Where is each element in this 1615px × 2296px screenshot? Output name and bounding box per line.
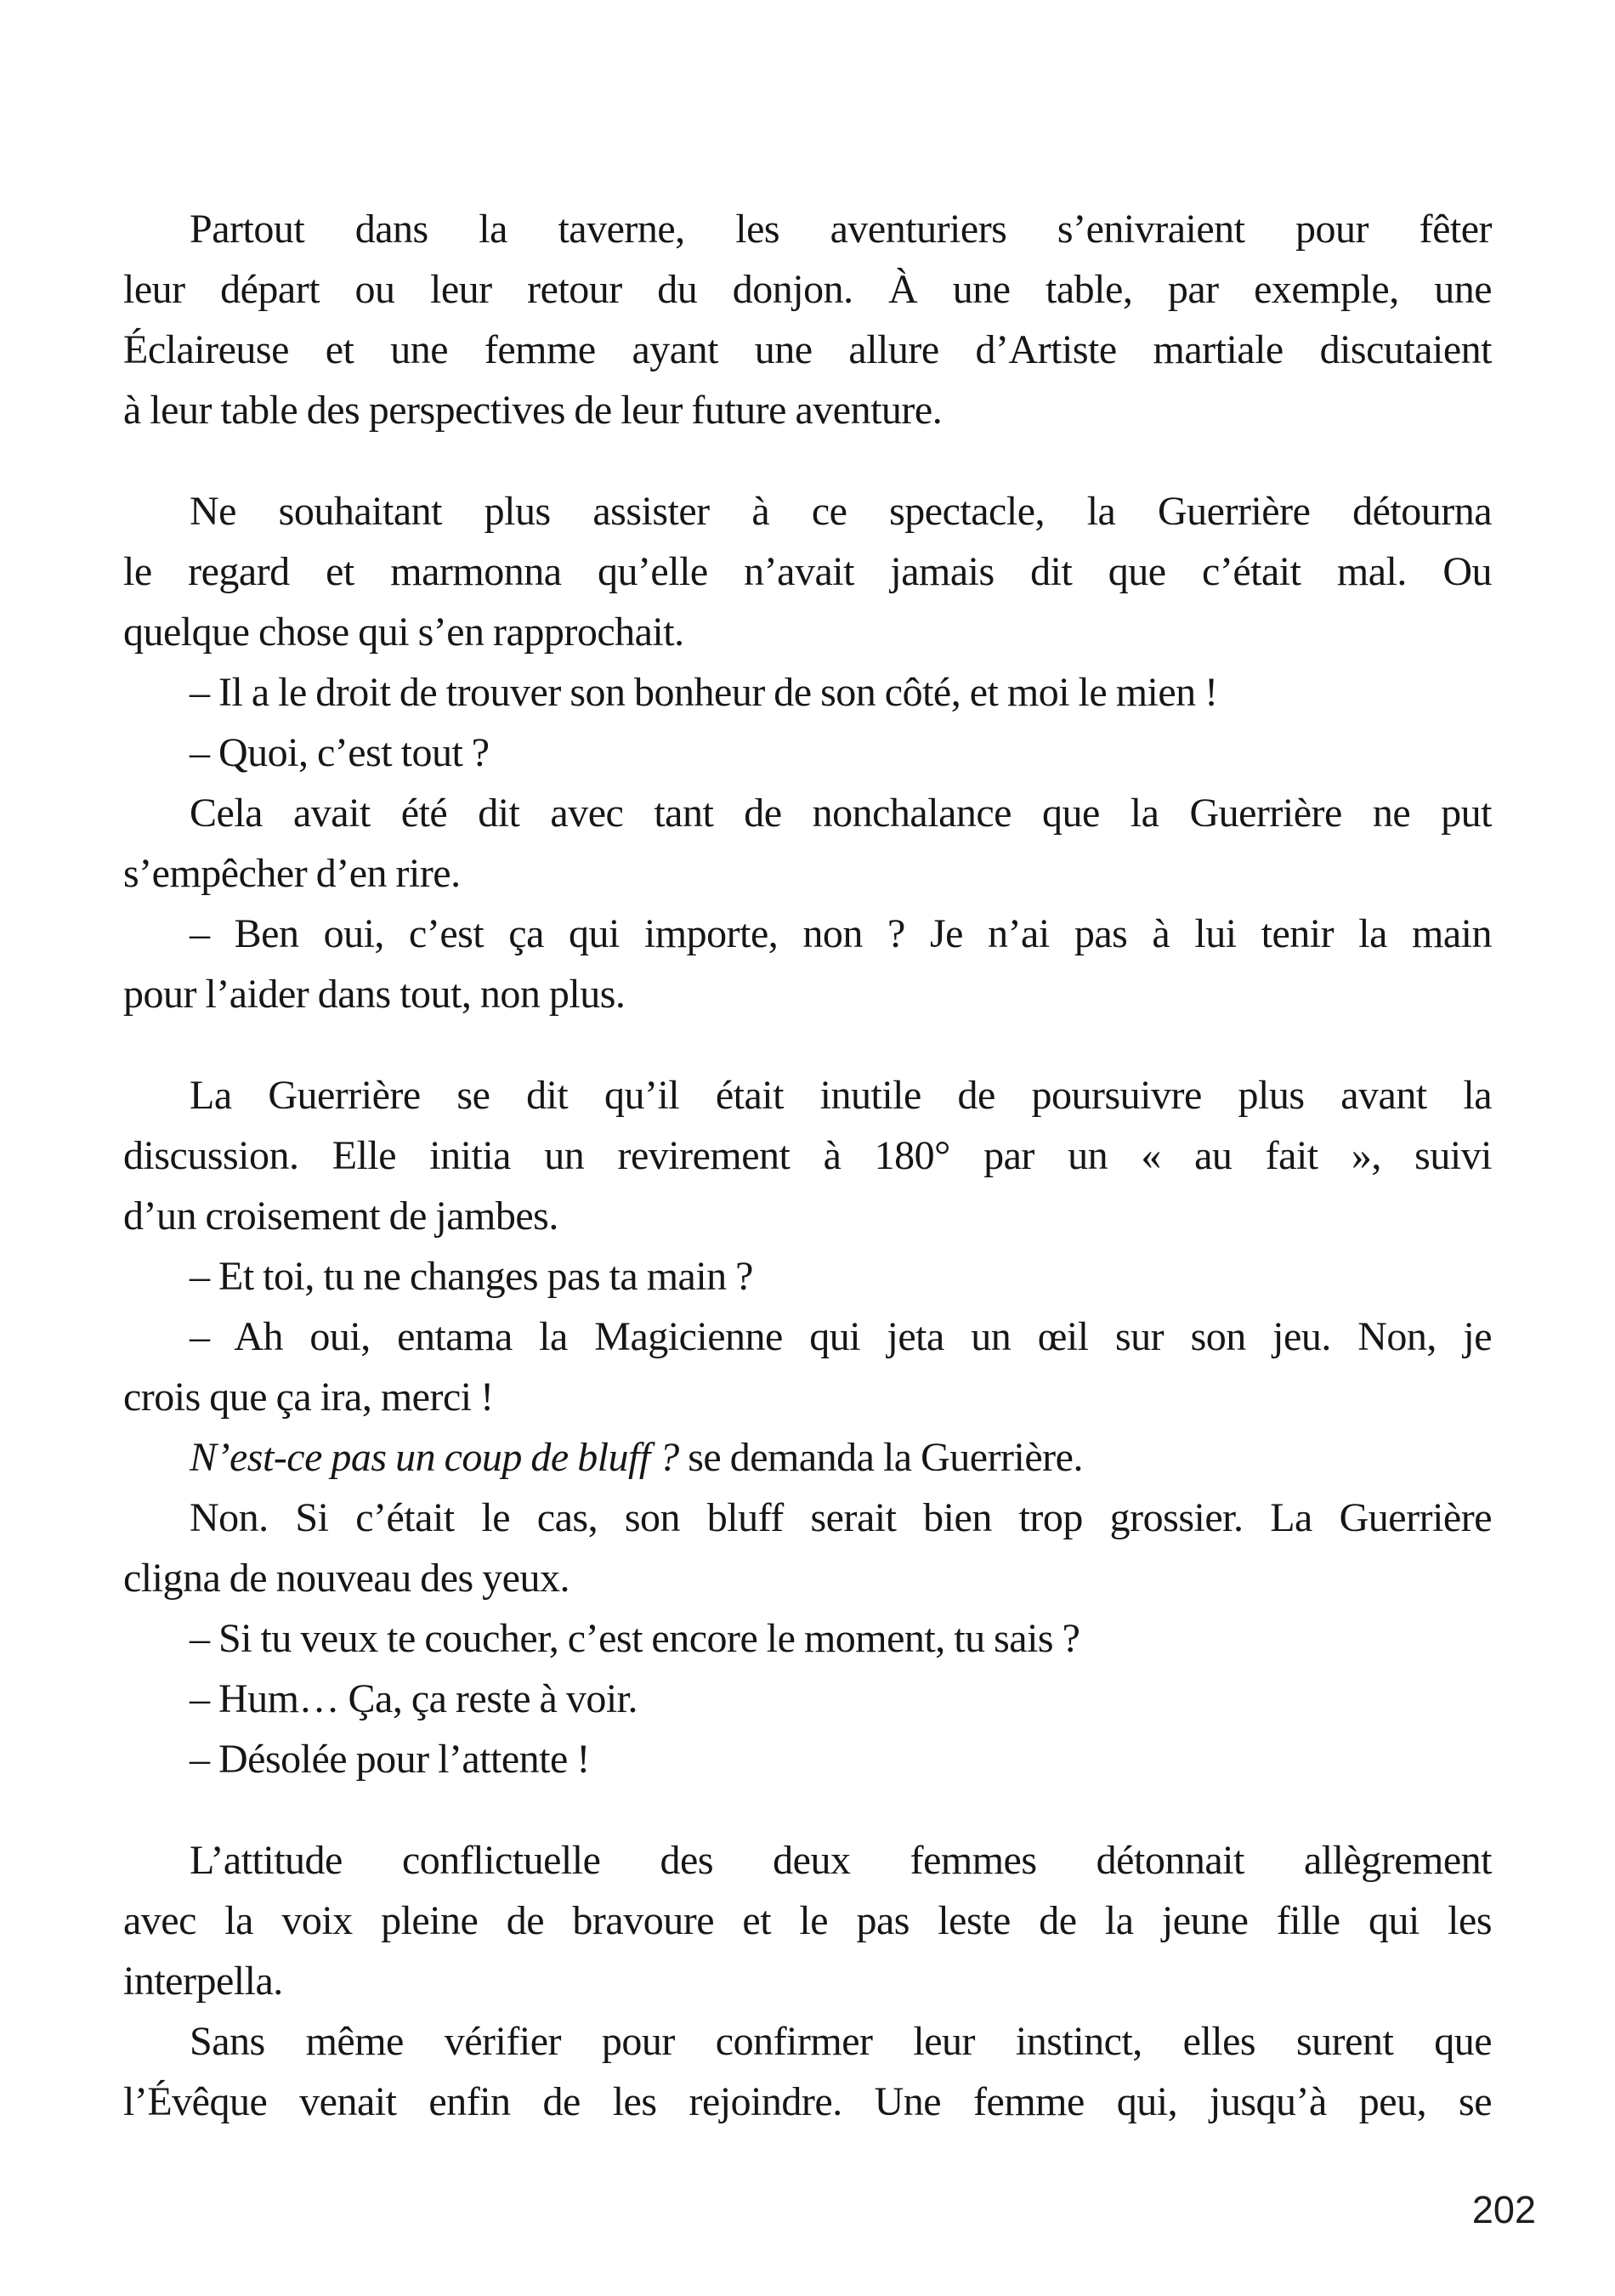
- text-line: – Désolée pour l’attente !: [190, 1737, 590, 1782]
- text-line: N’est-ce pas un coup de bluff ? se demanda la Guerrière.: [190, 1435, 1083, 1480]
- text-line: l’Évêque venait enfin de les rejoindre. Une femme qui, jusqu’à peu, se: [123, 2079, 1492, 2124]
- text-line: L’attitude conflictuelle des deux femmes détonnait allègrement: [190, 1838, 1492, 1883]
- paragraph: [123, 481, 1492, 662]
- text-line: Partout dans la taverne, les aventuriers s’enivraient pour fêter: [190, 207, 1492, 252]
- paragraph: [123, 2011, 1492, 2132]
- text-line: quelque chose qui s’en rapprochait.: [123, 609, 684, 655]
- text-line: pour l’aider dans tout, non plus.: [123, 972, 626, 1017]
- text-line: interpella.: [123, 1959, 283, 2004]
- text-line: avec la voix pleine de bravoure et le pas leste de la jeune fille qui les: [123, 1898, 1492, 1943]
- paragraph: [123, 1729, 1492, 1789]
- text-line: La Guerrière se dit qu’il était inutile de poursuivre plus avant la: [190, 1073, 1492, 1118]
- paragraph: [123, 1830, 1492, 2011]
- text-block: [123, 199, 1492, 2132]
- page-number: 202: [1471, 2188, 1536, 2231]
- text-line: – Ben oui, c’est ça qui importe, non ? Je n’ai pas à lui tenir la main: [190, 911, 1492, 956]
- text-line: Éclaireuse et une femme ayant une allure d’Artiste martiale discutaient: [123, 327, 1492, 372]
- text-line: – Et toi, tu ne changes pas ta main ?: [190, 1254, 753, 1299]
- text-line: cligna de nouveau des yeux.: [123, 1556, 570, 1601]
- paragraph: [123, 1669, 1492, 1729]
- text-line: – Hum… Ça, ça reste à voir.: [190, 1676, 638, 1721]
- paragraph: [123, 1608, 1492, 1669]
- paragraph: [123, 1427, 1492, 1488]
- paragraph: [123, 662, 1492, 723]
- text-line: le regard et marmonna qu’elle n’avait jamais dit que c’était mal. Ou: [123, 549, 1492, 594]
- paragraph: [123, 783, 1492, 904]
- text-line: leur départ ou leur retour du donjon. À une table, par exemple, une: [123, 267, 1492, 312]
- text-line: – Ah oui, entama la Magicienne qui jeta un œil sur son jeu. Non, je: [190, 1314, 1492, 1359]
- inner-thought-italic: N’est-ce pas un coup de bluff ?: [190, 1435, 679, 1480]
- paragraph: [123, 1246, 1492, 1307]
- text-line: s’empêcher d’en rire.: [123, 851, 461, 896]
- text-line: – Il a le droit de trouver son bonheur de son côté, et moi le mien !: [190, 670, 1218, 715]
- paragraph: [123, 199, 1492, 440]
- paragraph: [123, 1488, 1492, 1608]
- text-line: crois que ça ira, merci !: [123, 1375, 494, 1420]
- paragraph: [123, 904, 1492, 1024]
- text-line: – Quoi, c’est tout ?: [190, 730, 490, 775]
- text-line: discussion. Elle initia un revirement à 180° par un « au fait », suivi: [123, 1133, 1492, 1178]
- text-line: Ne souhaitant plus assister à ce spectacle, la Guerrière détourna: [190, 489, 1492, 534]
- paragraph: [123, 1307, 1492, 1427]
- text-line: Cela avait été dit avec tant de nonchalance que la Guerrière ne put: [190, 791, 1492, 836]
- text-line: Sans même vérifier pour confirmer leur instinct, elles surent que: [190, 2019, 1492, 2064]
- text-line: – Si tu veux te coucher, c’est encore le moment, tu sais ?: [190, 1616, 1080, 1661]
- text-line: Non. Si c’était le cas, son bluff serait bien trop grossier. La Guerrière: [190, 1495, 1492, 1540]
- text-line: à leur table des perspectives de leur future aventure.: [123, 388, 943, 433]
- text-line: d’un croisement de jambes.: [123, 1193, 558, 1239]
- paragraph: [123, 723, 1492, 783]
- paragraph: [123, 1065, 1492, 1246]
